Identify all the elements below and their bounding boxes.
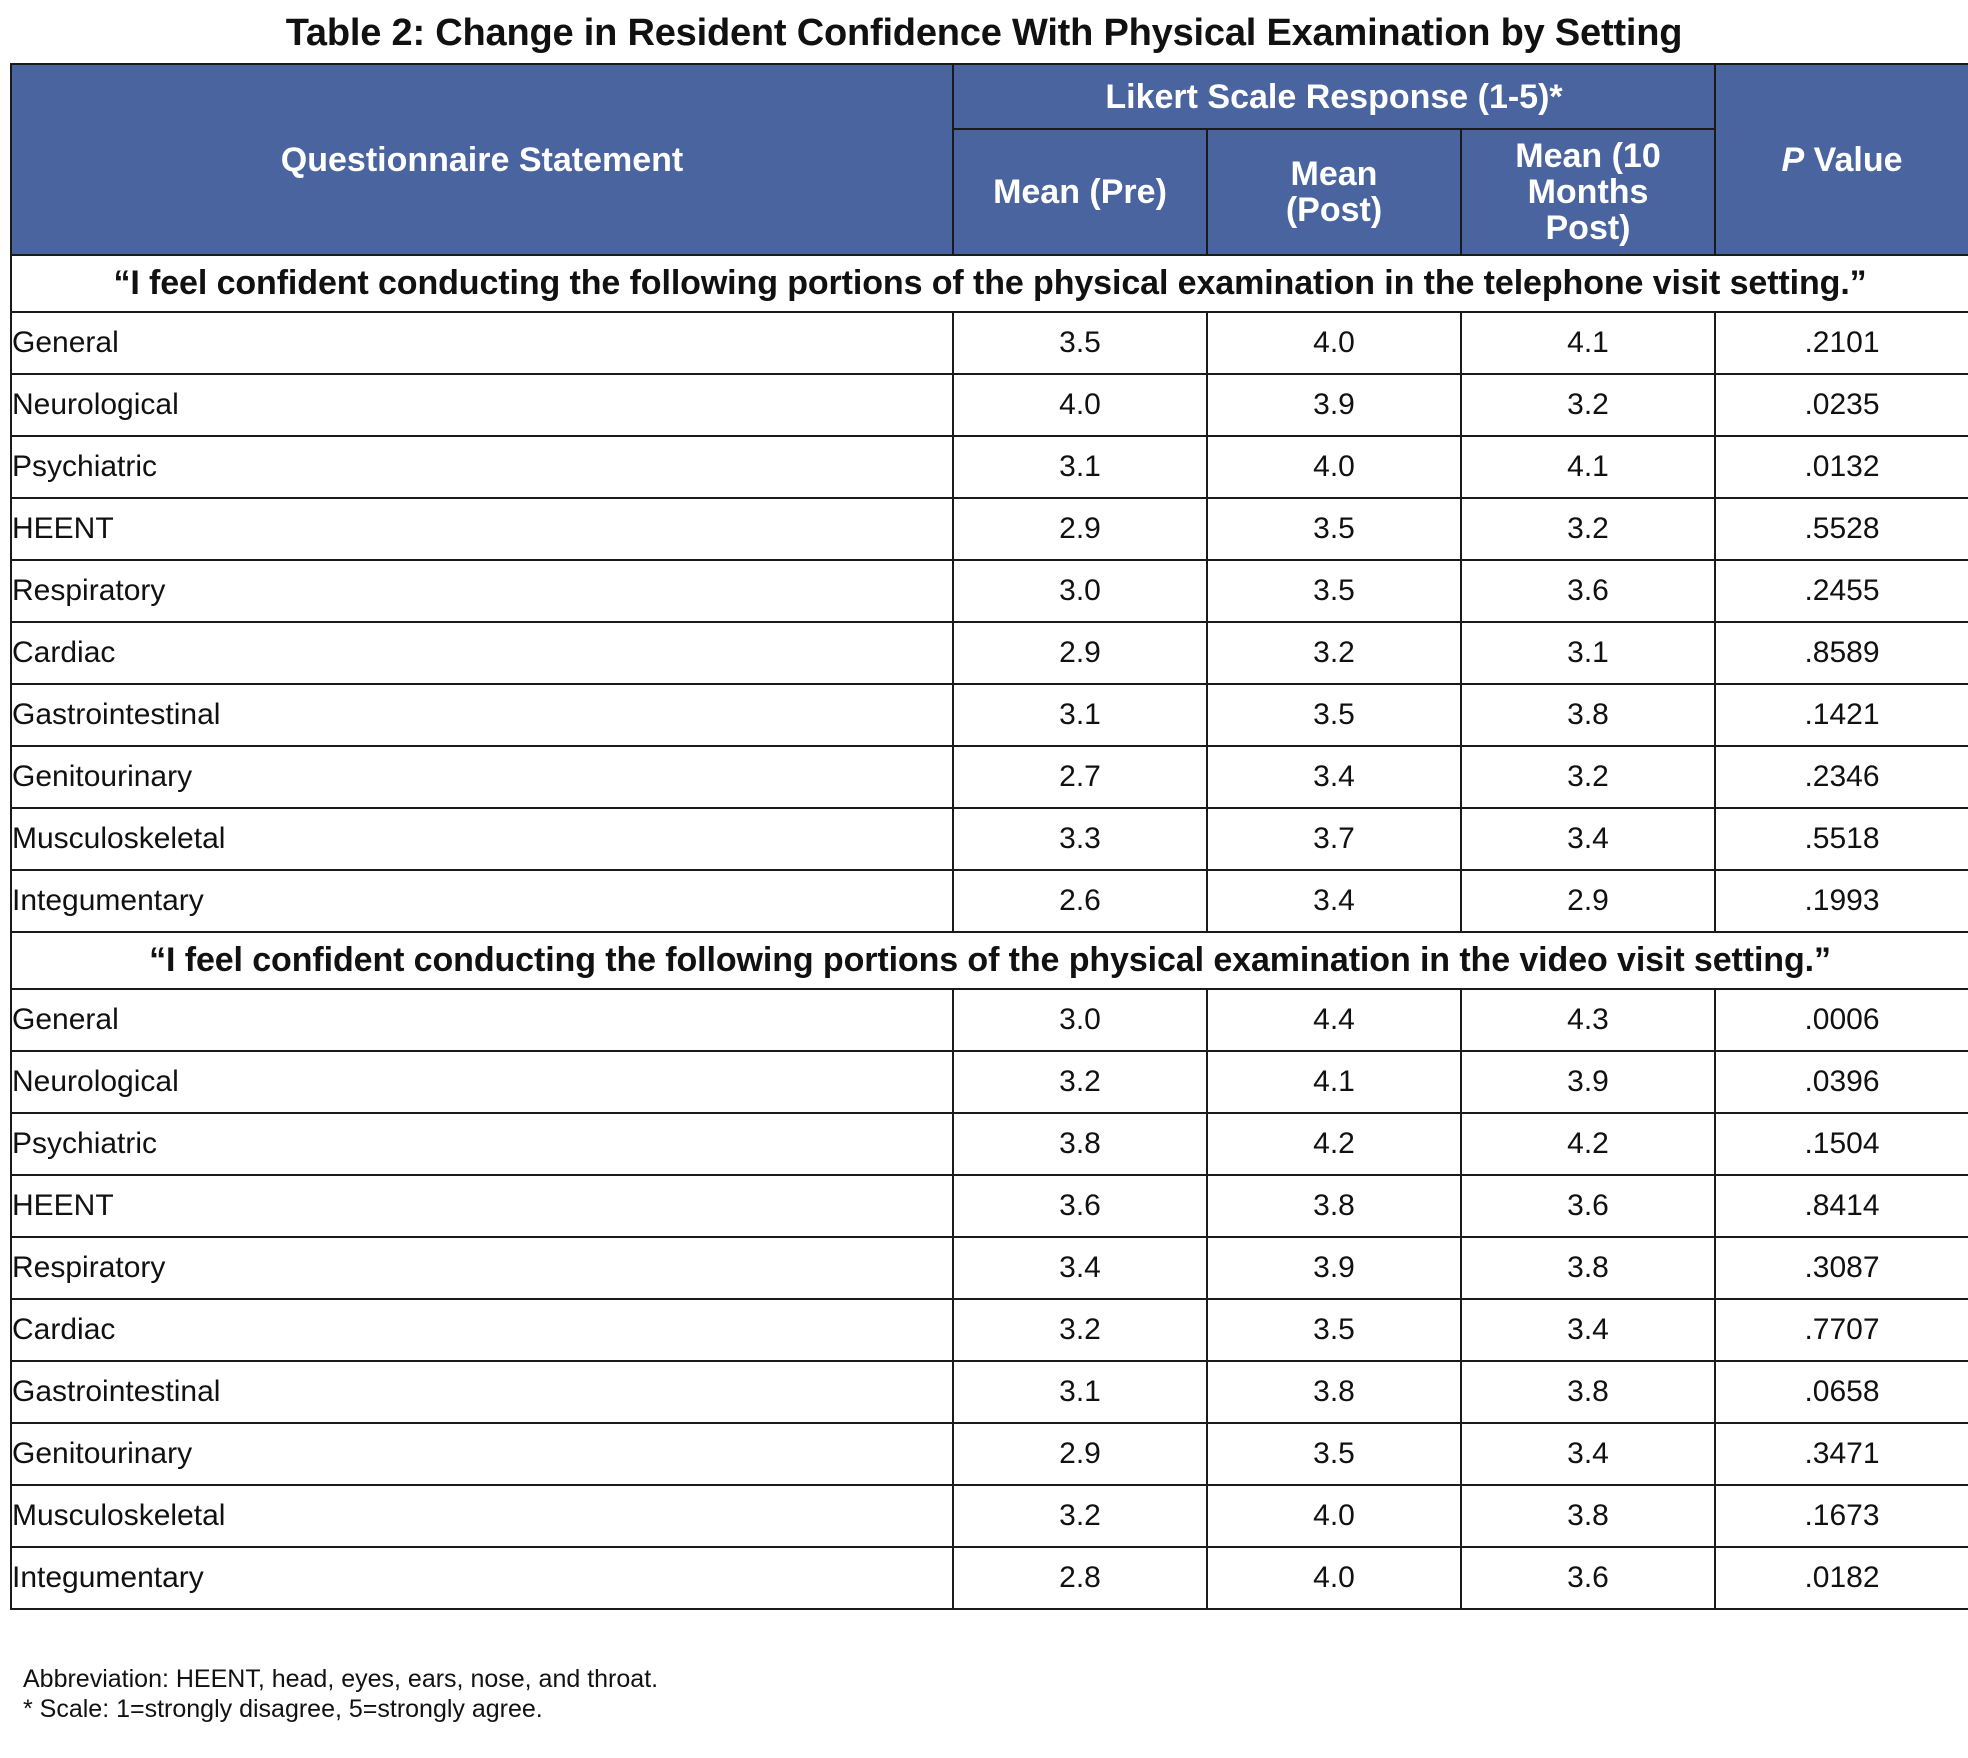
cell-p-value: .0182 [1715, 1547, 1968, 1609]
cell-mean-10-months-post: 3.8 [1461, 684, 1715, 746]
section-heading-row [11, 255, 1968, 312]
cell-mean-10-months-post: 3.4 [1461, 808, 1715, 870]
cell-mean-post: 4.0 [1207, 1547, 1461, 1609]
cell-mean-10-months-post: 4.1 [1461, 312, 1715, 374]
table-row [11, 312, 1968, 374]
cell-mean-10-months-post: 4.3 [1461, 989, 1715, 1051]
row-label: Respiratory [11, 1237, 953, 1299]
cell-mean-post: 3.5 [1207, 498, 1461, 560]
cell-mean-10-months-post: 3.6 [1461, 1175, 1715, 1237]
cell-mean-pre: 2.9 [953, 1423, 1207, 1485]
cell-mean-pre: 3.2 [953, 1051, 1207, 1113]
cell-mean-pre: 2.6 [953, 870, 1207, 932]
cell-mean-post: 4.0 [1207, 436, 1461, 498]
cell-mean-10-months-post: 3.9 [1461, 1051, 1715, 1113]
cell-p-value: .0396 [1715, 1051, 1968, 1113]
cell-p-value: .7707 [1715, 1299, 1968, 1361]
table-row [11, 1485, 1968, 1547]
table-row [11, 1237, 1968, 1299]
header-p-value-rest: Value [1804, 140, 1903, 179]
cell-mean-10-months-post: 2.9 [1461, 870, 1715, 932]
row-label: Cardiac [11, 622, 953, 684]
cell-mean-10-months-post: 3.8 [1461, 1361, 1715, 1423]
row-label: Neurological [11, 374, 953, 436]
cell-p-value: .8414 [1715, 1175, 1968, 1237]
cell-mean-post: 4.4 [1207, 989, 1461, 1051]
section-heading-row [11, 932, 1968, 989]
cell-mean-post: 3.5 [1207, 560, 1461, 622]
cell-mean-pre: 3.1 [953, 1361, 1207, 1423]
section-heading: “I feel confident conducting the following portions of the physical examination in the video visit setting.” [11, 932, 1968, 989]
cell-mean-10-months-post: 3.8 [1461, 1485, 1715, 1547]
cell-mean-post: 3.7 [1207, 808, 1461, 870]
cell-mean-pre: 2.7 [953, 746, 1207, 808]
table-row [11, 684, 1968, 746]
table-row [11, 374, 1968, 436]
cell-p-value: .0132 [1715, 436, 1968, 498]
header-mean-post [1207, 129, 1461, 255]
row-label: Gastrointestinal [11, 1361, 953, 1423]
cell-p-value: .3471 [1715, 1423, 1968, 1485]
row-label: Genitourinary [11, 1423, 953, 1485]
cell-mean-pre: 3.8 [953, 1113, 1207, 1175]
row-label: Genitourinary [11, 746, 953, 808]
table-header [11, 64, 1968, 255]
cell-mean-post: 3.4 [1207, 746, 1461, 808]
cell-mean-pre: 3.6 [953, 1175, 1207, 1237]
cell-p-value: .1993 [1715, 870, 1968, 932]
table-row [11, 1051, 1968, 1113]
cell-mean-post: 3.9 [1207, 1237, 1461, 1299]
cell-mean-pre: 2.9 [953, 622, 1207, 684]
cell-mean-pre: 3.0 [953, 989, 1207, 1051]
cell-mean-post: 4.0 [1207, 312, 1461, 374]
header-mean-10-line2: Months [1527, 173, 1649, 211]
cell-p-value: .5518 [1715, 808, 1968, 870]
cell-mean-post: 4.0 [1207, 1485, 1461, 1547]
row-label: Musculoskeletal [11, 808, 953, 870]
header-mean-10-line1: Mean (10 [1515, 137, 1661, 175]
row-label: Integumentary [11, 870, 953, 932]
row-label: Musculoskeletal [11, 1485, 953, 1547]
table-row [11, 498, 1968, 560]
cell-mean-post: 3.8 [1207, 1361, 1461, 1423]
cell-mean-post: 3.2 [1207, 622, 1461, 684]
table-row [11, 560, 1968, 622]
footnotes [23, 1664, 658, 1724]
row-label: Cardiac [11, 1299, 953, 1361]
footnote-scale: * Scale: 1=strongly disagree, 5=strongly agree. [23, 1695, 543, 1723]
header-p-value [1715, 64, 1968, 255]
cell-mean-10-months-post: 3.6 [1461, 1547, 1715, 1609]
row-label: Psychiatric [11, 1113, 953, 1175]
cell-mean-10-months-post: 3.4 [1461, 1299, 1715, 1361]
section-heading: “I feel confident conducting the following portions of the physical examination in the telephone visit setting.” [11, 255, 1968, 312]
table-row [11, 870, 1968, 932]
table-row [11, 1175, 1968, 1237]
cell-mean-post: 3.5 [1207, 1299, 1461, 1361]
cell-p-value: .1421 [1715, 684, 1968, 746]
table-row [11, 1113, 1968, 1175]
cell-mean-10-months-post: 3.4 [1461, 1423, 1715, 1485]
cell-mean-10-months-post: 4.1 [1461, 436, 1715, 498]
cell-p-value: .3087 [1715, 1237, 1968, 1299]
footnote-abbreviation: Abbreviation: HEENT, head, eyes, ears, nose, and throat. [23, 1665, 659, 1693]
cell-mean-10-months-post: 3.8 [1461, 1237, 1715, 1299]
cell-mean-10-months-post: 4.2 [1461, 1113, 1715, 1175]
header-mean-10-months-post [1461, 129, 1715, 255]
row-label: HEENT [11, 498, 953, 560]
header-p-value-italic: P [1781, 140, 1805, 179]
cell-mean-pre: 3.0 [953, 560, 1207, 622]
cell-mean-post: 3.5 [1207, 684, 1461, 746]
cell-mean-10-months-post: 3.6 [1461, 560, 1715, 622]
table-row [11, 1547, 1968, 1609]
table-row [11, 989, 1968, 1051]
cell-mean-pre: 3.2 [953, 1299, 1207, 1361]
cell-mean-post: 3.4 [1207, 870, 1461, 932]
cell-p-value: .2455 [1715, 560, 1968, 622]
cell-mean-10-months-post: 3.2 [1461, 746, 1715, 808]
table-row [11, 436, 1968, 498]
cell-mean-post: 3.8 [1207, 1175, 1461, 1237]
cell-mean-pre: 3.1 [953, 436, 1207, 498]
table-row [11, 1361, 1968, 1423]
row-label: Psychiatric [11, 436, 953, 498]
table-row [11, 1299, 1968, 1361]
cell-mean-pre: 2.8 [953, 1547, 1207, 1609]
cell-mean-pre: 3.3 [953, 808, 1207, 870]
cell-p-value: .2101 [1715, 312, 1968, 374]
cell-mean-pre: 3.2 [953, 1485, 1207, 1547]
results-table [10, 63, 1968, 1610]
cell-p-value: .0006 [1715, 989, 1968, 1051]
cell-p-value: .0658 [1715, 1361, 1968, 1423]
header-likert-group: Likert Scale Response (1-5)* [953, 64, 1715, 129]
cell-mean-pre: 3.1 [953, 684, 1207, 746]
header-questionnaire-statement: Questionnaire Statement [11, 64, 953, 255]
cell-mean-10-months-post: 3.2 [1461, 374, 1715, 436]
table-row [11, 808, 1968, 870]
table-row [11, 1423, 1968, 1485]
header-mean-10-line3: Post) [1545, 209, 1631, 247]
cell-mean-pre: 2.9 [953, 498, 1207, 560]
cell-mean-post: 4.1 [1207, 1051, 1461, 1113]
table-body [11, 255, 1968, 1609]
cell-mean-post: 3.5 [1207, 1423, 1461, 1485]
row-label: HEENT [11, 1175, 953, 1237]
cell-mean-10-months-post: 3.1 [1461, 622, 1715, 684]
header-mean-pre: Mean (Pre) [953, 129, 1207, 255]
table-row [11, 622, 1968, 684]
header-mean-post-line1: Mean [1290, 155, 1378, 193]
cell-mean-post: 3.9 [1207, 374, 1461, 436]
row-label: General [11, 989, 953, 1051]
cell-mean-pre: 3.4 [953, 1237, 1207, 1299]
cell-p-value: .5528 [1715, 498, 1968, 560]
cell-p-value: .1673 [1715, 1485, 1968, 1547]
cell-mean-post: 4.2 [1207, 1113, 1461, 1175]
cell-mean-10-months-post: 3.2 [1461, 498, 1715, 560]
cell-mean-pre: 4.0 [953, 374, 1207, 436]
row-label: Respiratory [11, 560, 953, 622]
cell-p-value: .0235 [1715, 374, 1968, 436]
row-label: Integumentary [11, 1547, 953, 1609]
cell-mean-pre: 3.5 [953, 312, 1207, 374]
table-row [11, 746, 1968, 808]
row-label: Neurological [11, 1051, 953, 1113]
cell-p-value: .1504 [1715, 1113, 1968, 1175]
cell-p-value: .8589 [1715, 622, 1968, 684]
header-mean-post-line2: (Post) [1285, 191, 1383, 229]
row-label: Gastrointestinal [11, 684, 953, 746]
table-title: Table 2: Change in Resident Confidence With Physical Examination by Setting [285, 12, 1683, 54]
cell-p-value: .2346 [1715, 746, 1968, 808]
row-label: General [11, 312, 953, 374]
